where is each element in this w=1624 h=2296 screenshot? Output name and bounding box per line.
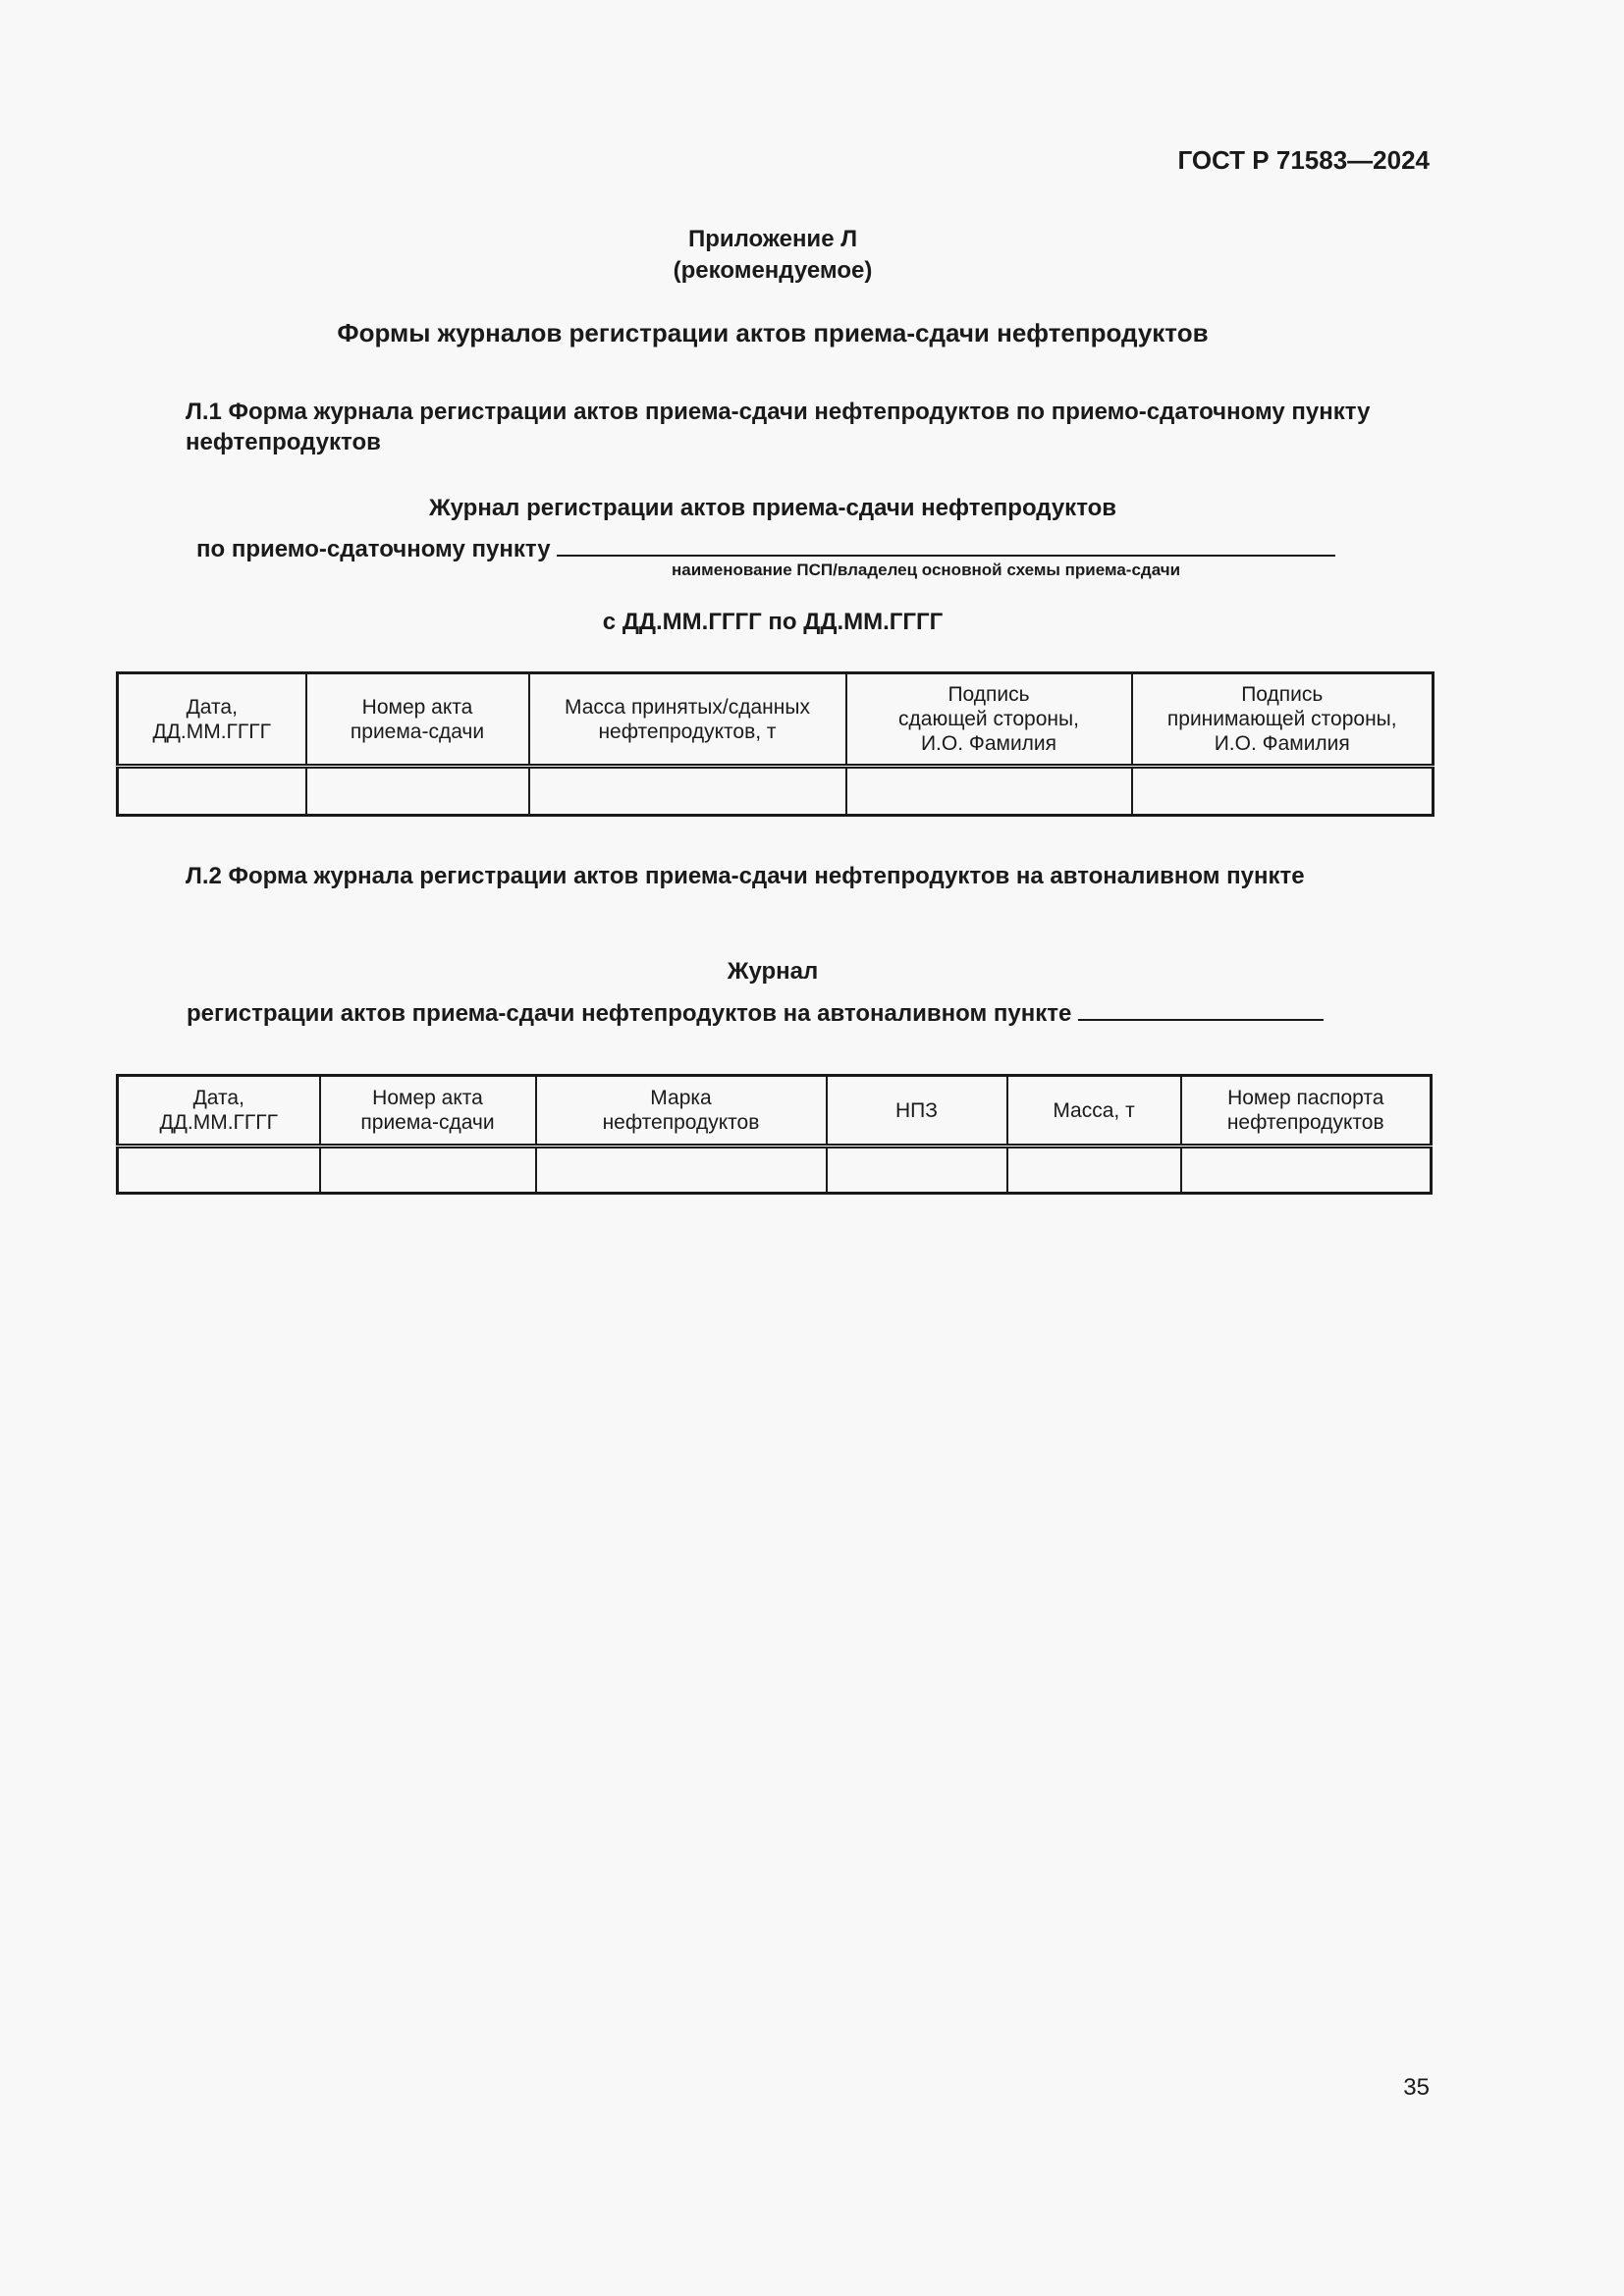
table-header-row bbox=[118, 1076, 1432, 1147]
journal-2-header-cell: НПЗ bbox=[827, 1076, 1007, 1147]
journal-1-title: Журнал регистрации актов приема-сдачи нефтепродуктов bbox=[428, 495, 1117, 521]
journal-2-empty-cell[interactable] bbox=[1181, 1147, 1432, 1194]
journal-2-empty-cell[interactable] bbox=[320, 1147, 536, 1194]
journal-2-empty-cell[interactable] bbox=[536, 1147, 827, 1194]
journal-1-header-cell: Дата, ДД.ММ.ГГГГ bbox=[118, 673, 306, 767]
document-code: ГОСТ Р 71583—2024 bbox=[1177, 145, 1430, 175]
appendix-heading: Формы журналов регистрации актов приема-сдачи нефтепродуктов bbox=[337, 318, 1209, 347]
journal-2-title: Журнал bbox=[727, 958, 819, 985]
journal-2-header-cell: Масса, т bbox=[1007, 1076, 1181, 1147]
journal-1-empty-cell[interactable] bbox=[1132, 767, 1434, 816]
table-row bbox=[118, 767, 1434, 816]
journal-2-subtitle bbox=[187, 995, 1324, 1028]
point-label bbox=[196, 531, 1335, 563]
journal-2-header-cell: Дата, ДД.ММ.ГГГГ bbox=[118, 1076, 320, 1147]
appendix-status: (рекомендуемое) bbox=[673, 257, 873, 284]
journal-1-header-cell: Подпись сдающей стороны, И.О. Фамилия bbox=[846, 673, 1132, 767]
journal-1-empty-cell[interactable] bbox=[118, 767, 306, 816]
appendix-title: Приложение Л bbox=[687, 226, 858, 252]
journal-1-empty-cell[interactable] bbox=[306, 767, 529, 816]
point-name-blank bbox=[557, 531, 1335, 557]
journal-2-header-cell: Номер акта приема-сдачи bbox=[320, 1076, 536, 1147]
section-1-title: Л.1 Форма журнала регистрации актов приема-сдачи нефтепродуктов по приемо-сдаточному пункту нефтепродуктов bbox=[186, 399, 1371, 455]
journal-1-empty-cell[interactable] bbox=[846, 767, 1132, 816]
journal-2-empty-cell[interactable] bbox=[1007, 1147, 1181, 1194]
journal-1-header-cell: Масса принятых/сданных нефтепродуктов, т bbox=[529, 673, 846, 767]
page-number: 35 bbox=[1403, 2074, 1430, 2101]
point-hint: наименование ПСП/владелец основной схемы приема-сдачи bbox=[672, 561, 1181, 579]
journal-2-header-cell: Марка нефтепродуктов bbox=[536, 1076, 827, 1147]
journal-2-subtitle-text: регистрации актов приема-сдачи нефтепродуктов на автоналивном пункте bbox=[187, 1000, 1072, 1027]
journal-1-empty-cell[interactable] bbox=[529, 767, 846, 816]
journal-2-table bbox=[116, 1074, 1433, 1195]
journal-2-empty-cell[interactable] bbox=[827, 1147, 1007, 1194]
section-2-title: Л.2 Форма журнала регистрации актов приема-сдачи нефтепродуктов на автоналивном пункте bbox=[186, 863, 1305, 889]
point-label-text: по приемо-сдаточному пункту bbox=[196, 536, 551, 562]
journal-2-empty-cell[interactable] bbox=[118, 1147, 320, 1194]
table-header-row bbox=[118, 673, 1434, 767]
auto-point-blank bbox=[1078, 995, 1324, 1021]
journal-1-table bbox=[116, 671, 1435, 817]
journal-1-header-cell: Номер акта приема-сдачи bbox=[306, 673, 529, 767]
journal-1-header-cell: Подпись принимающей стороны, И.О. Фамилия bbox=[1132, 673, 1434, 767]
table-row bbox=[118, 1147, 1432, 1194]
period: с ДД.ММ.ГГГГ по ДД.ММ.ГГГГ bbox=[602, 609, 944, 635]
journal-2-header-cell: Номер паспорта нефтепродуктов bbox=[1181, 1076, 1432, 1147]
